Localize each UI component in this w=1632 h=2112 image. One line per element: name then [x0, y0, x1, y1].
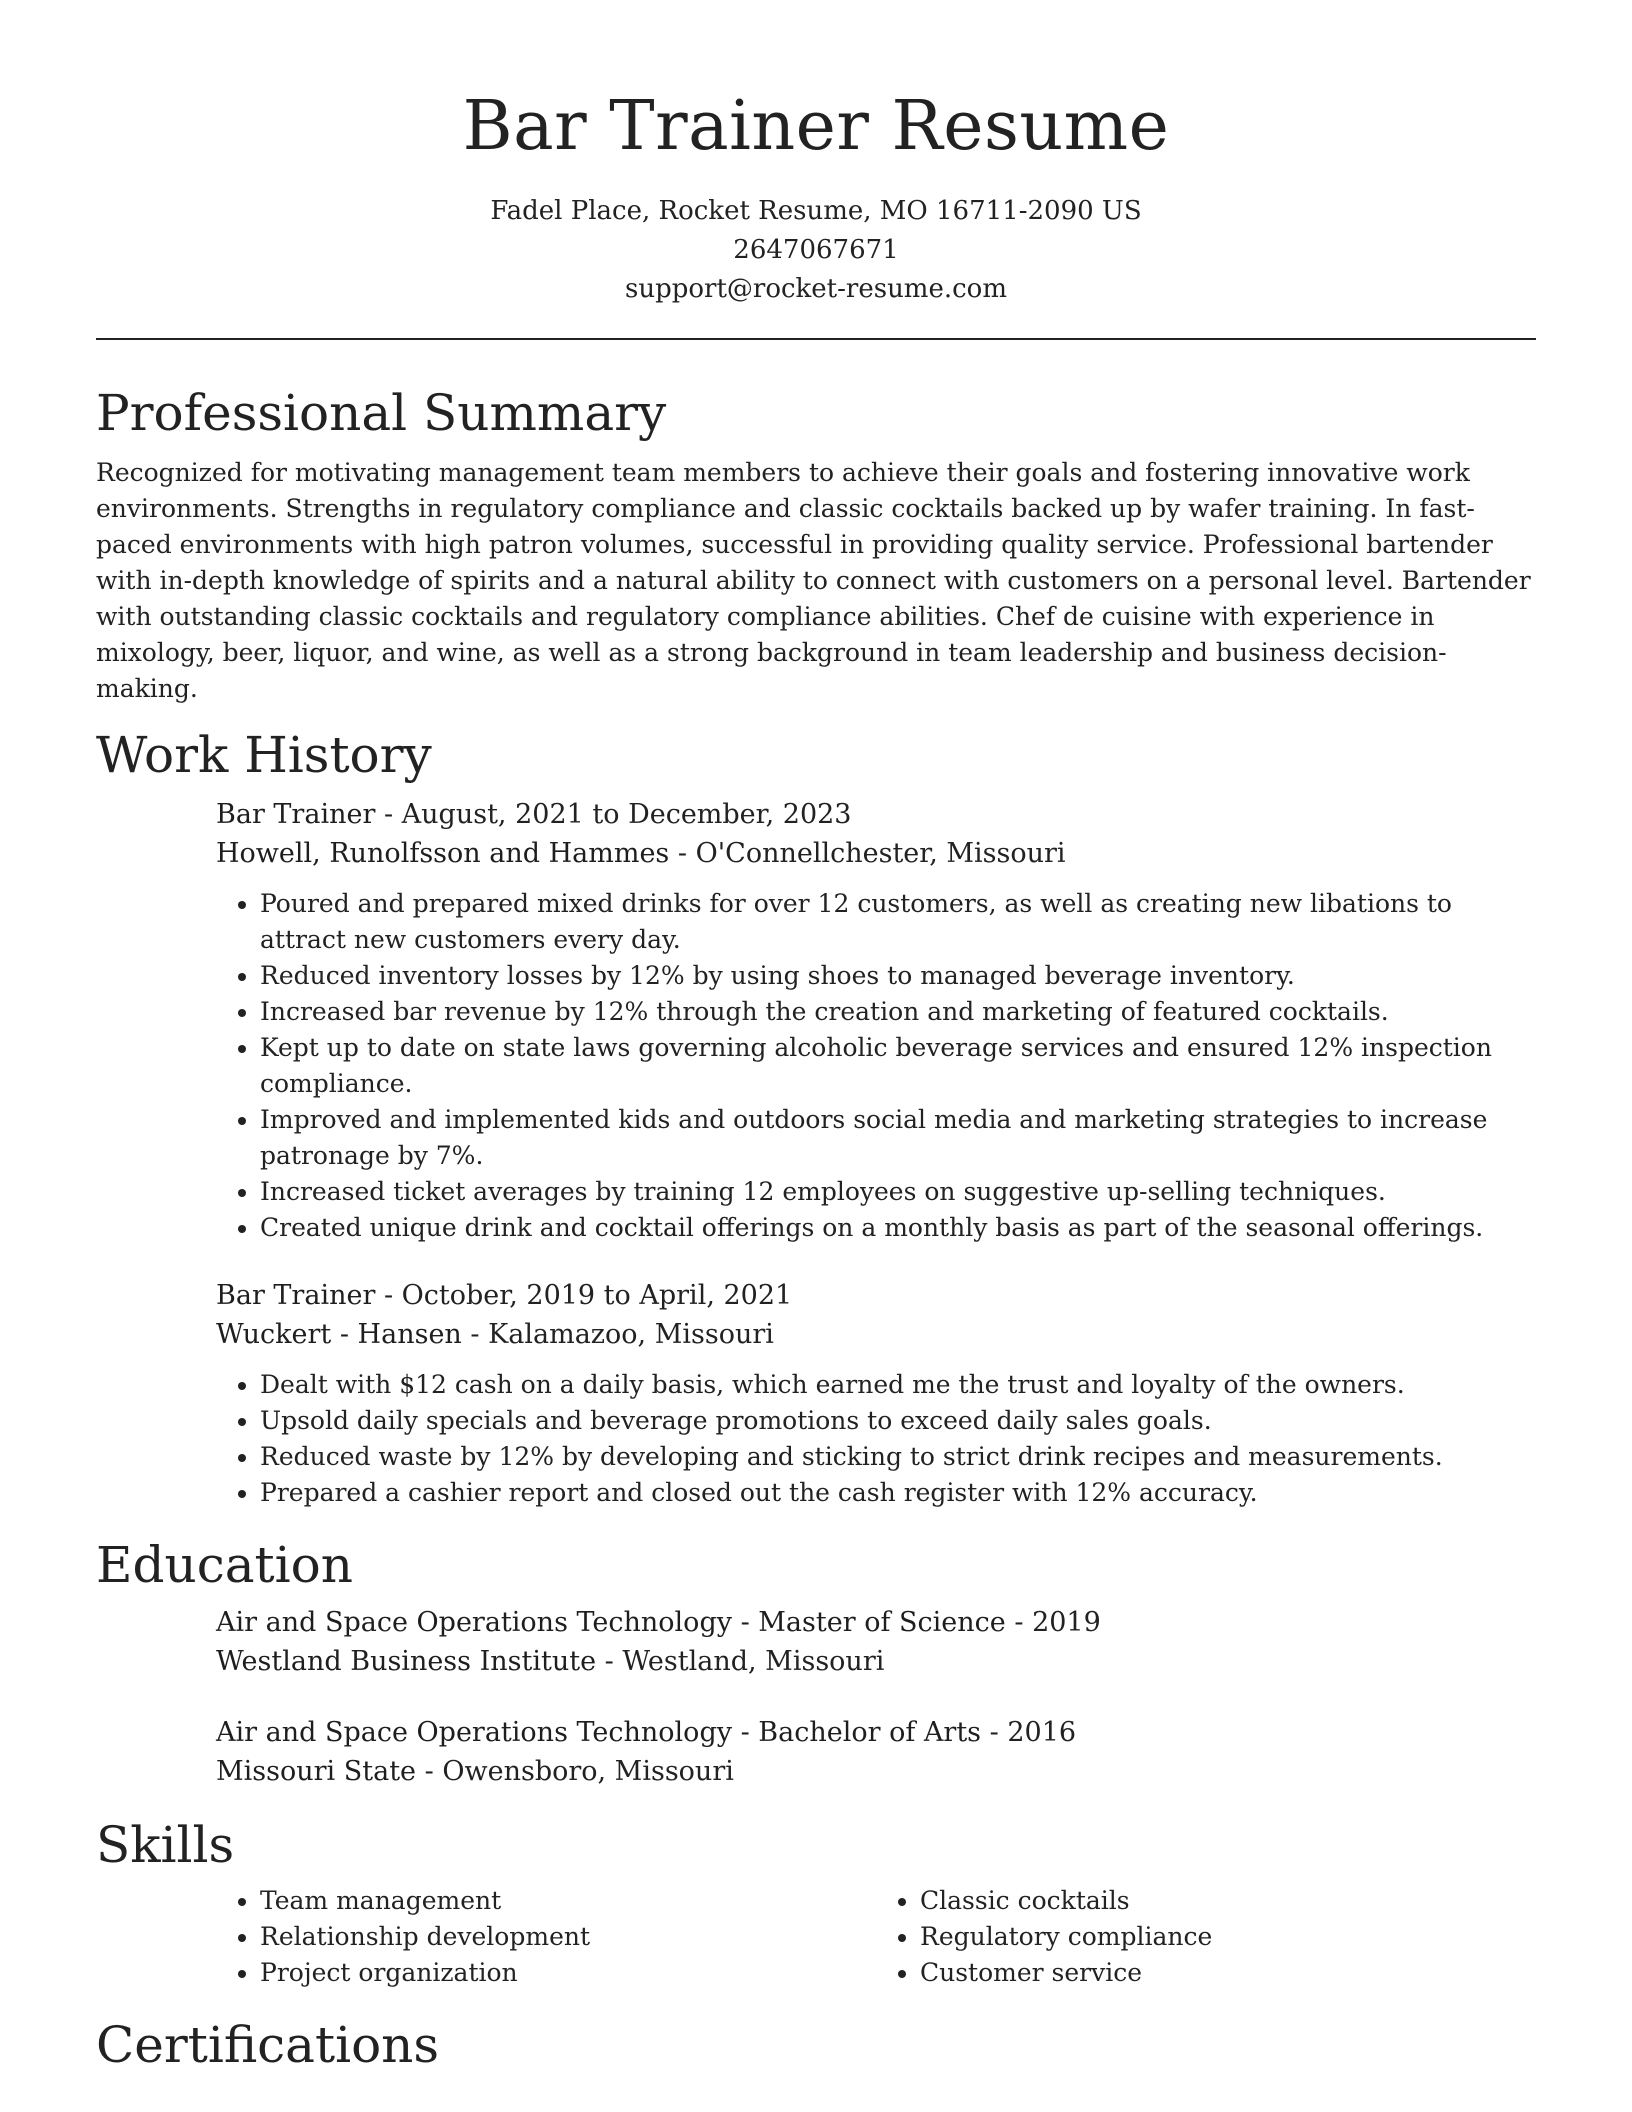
list-item: • Prepared a cashier report and closed out the cash register with 12% accuracy.: [260, 1475, 1536, 1511]
list-item: • Increased ticket averages by training 12 employees on suggestive up-selling techniques.: [260, 1174, 1536, 1210]
work-heading: Work History: [96, 726, 432, 784]
list-item: • Poured and prepared mixed drinks for over 12 customers, as well as creating new libations to attract new customers every day.: [260, 886, 1536, 958]
education-year: - 2019: [1014, 1607, 1101, 1638]
education-school: Westland Business Institute: [216, 1646, 597, 1677]
skills-heading: Skills: [96, 1816, 235, 1874]
job-role: Bar Trainer: [216, 799, 376, 830]
job-bullets: [216, 1367, 1536, 1511]
education-degree-line: [216, 1713, 1536, 1752]
work-section: [96, 723, 1536, 1511]
education-location: - Owensboro, Missouri: [424, 1756, 734, 1787]
certifications-section: [96, 2013, 1536, 2077]
job-company-line: [216, 1315, 1536, 1354]
header-divider: [96, 338, 1536, 340]
job-location: - Kalamazoo, Missouri: [470, 1319, 774, 1350]
skills-grid: [216, 1883, 1536, 1991]
summary-section: [96, 381, 1536, 707]
list-item: • Customer service: [920, 1955, 1536, 1991]
resume-header: [96, 0, 1536, 309]
list-item: • Improved and implemented kids and outdoors social media and marketing strategies to increase patronage by 7%.: [260, 1102, 1536, 1174]
job-dates: - October, 2019 to April, 2021: [383, 1280, 793, 1311]
email: support@rocket-resume.com: [624, 274, 1007, 304]
list-item: • Created unique drink and cocktail offerings on a monthly basis as part of the seasonal offerings.: [260, 1210, 1536, 1246]
list-item: • Regulatory compliance: [920, 1919, 1536, 1955]
address: Fadel Place, Rocket Resume, MO 16711-2090 US: [490, 196, 1142, 226]
job-title-line: [216, 1276, 1536, 1315]
phone: 2647067671: [733, 235, 899, 265]
job-company-line: [216, 834, 1536, 873]
education-school-line: [216, 1752, 1536, 1791]
job-title-line: [216, 795, 1536, 834]
list-item: • Team management: [260, 1883, 876, 1919]
education-year: - 2016: [989, 1717, 1077, 1748]
page-title: Bar Trainer Resume: [462, 87, 1170, 166]
job-role: Bar Trainer: [216, 1280, 376, 1311]
job-location: - O'Connellchester, Missouri: [677, 838, 1066, 869]
skills-column-left: [216, 1883, 876, 1991]
job-entry: [216, 1276, 1536, 1511]
skills-section: [96, 1813, 1536, 1991]
list-item: • Kept up to date on state laws governing alcoholic beverage services and ensured 12% inspection compliance.: [260, 1030, 1536, 1102]
list-item: • Classic cocktails: [920, 1883, 1536, 1919]
list-item: • Dealt with $12 cash on a daily basis, which earned me the trust and loyalty of the owners.: [260, 1367, 1536, 1403]
list-item: • Project organization: [260, 1955, 876, 1991]
summary-text: Recognized for motivating management team members to achieve their goals and fostering innovative work environments. Strengths in regulatory compliance and classic cocktails backed up by wafer training. In fast-paced environments with high patron volumes, successful in providing quality service. Professional bartender with in-depth knowledge of spirits and a natural ability to connect with customers on a personal level. Bartender with outstanding classic cocktails and regulatory compliance abilities. Chef de cuisine with experience in mixology, beer, liquor, and wine, as well as a strong background in team leadership and business decision-making.: [96, 458, 1531, 703]
education-school: Missouri State: [216, 1756, 417, 1787]
list-item: • Reduced inventory losses by 12% by using shoes to managed beverage inventory.: [260, 958, 1536, 994]
certifications-heading: Certifications: [96, 2016, 440, 2074]
education-location: - Westland, Missouri: [604, 1646, 885, 1677]
job-bullets: [216, 886, 1536, 1246]
education-degree-line: [216, 1603, 1536, 1642]
education-field: Air and Space Operations Technology: [216, 1607, 732, 1638]
contact-block: [96, 192, 1536, 309]
job-entry: [216, 795, 1536, 1246]
job-dates: - August, 2021 to December, 2023: [383, 799, 852, 830]
education-school-line: [216, 1642, 1536, 1681]
education-degree: - Bachelor of Arts: [740, 1717, 982, 1748]
list-item: • Relationship development: [260, 1919, 876, 1955]
job-company: Wuckert - Hansen: [216, 1319, 462, 1350]
education-field: Air and Space Operations Technology: [216, 1717, 732, 1748]
job-company: Howell, Runolfsson and Hammes: [216, 838, 670, 869]
list-item: • Reduced waste by 12% by developing and sticking to strict drink recipes and measurements.: [260, 1439, 1536, 1475]
resume-page: [96, 0, 1536, 2077]
skills-column-right: [876, 1883, 1536, 1991]
education-entry: [216, 1713, 1536, 1791]
summary-heading: Professional Summary: [96, 384, 667, 442]
list-item: • Upsold daily specials and beverage promotions to exceed daily sales goals.: [260, 1403, 1536, 1439]
education-section: [96, 1533, 1536, 1791]
education-degree: - Master of Science: [740, 1607, 1006, 1638]
education-heading: Education: [96, 1536, 353, 1594]
list-item: • Increased bar revenue by 12% through the creation and marketing of featured cocktails.: [260, 994, 1536, 1030]
education-entry: [216, 1603, 1536, 1681]
